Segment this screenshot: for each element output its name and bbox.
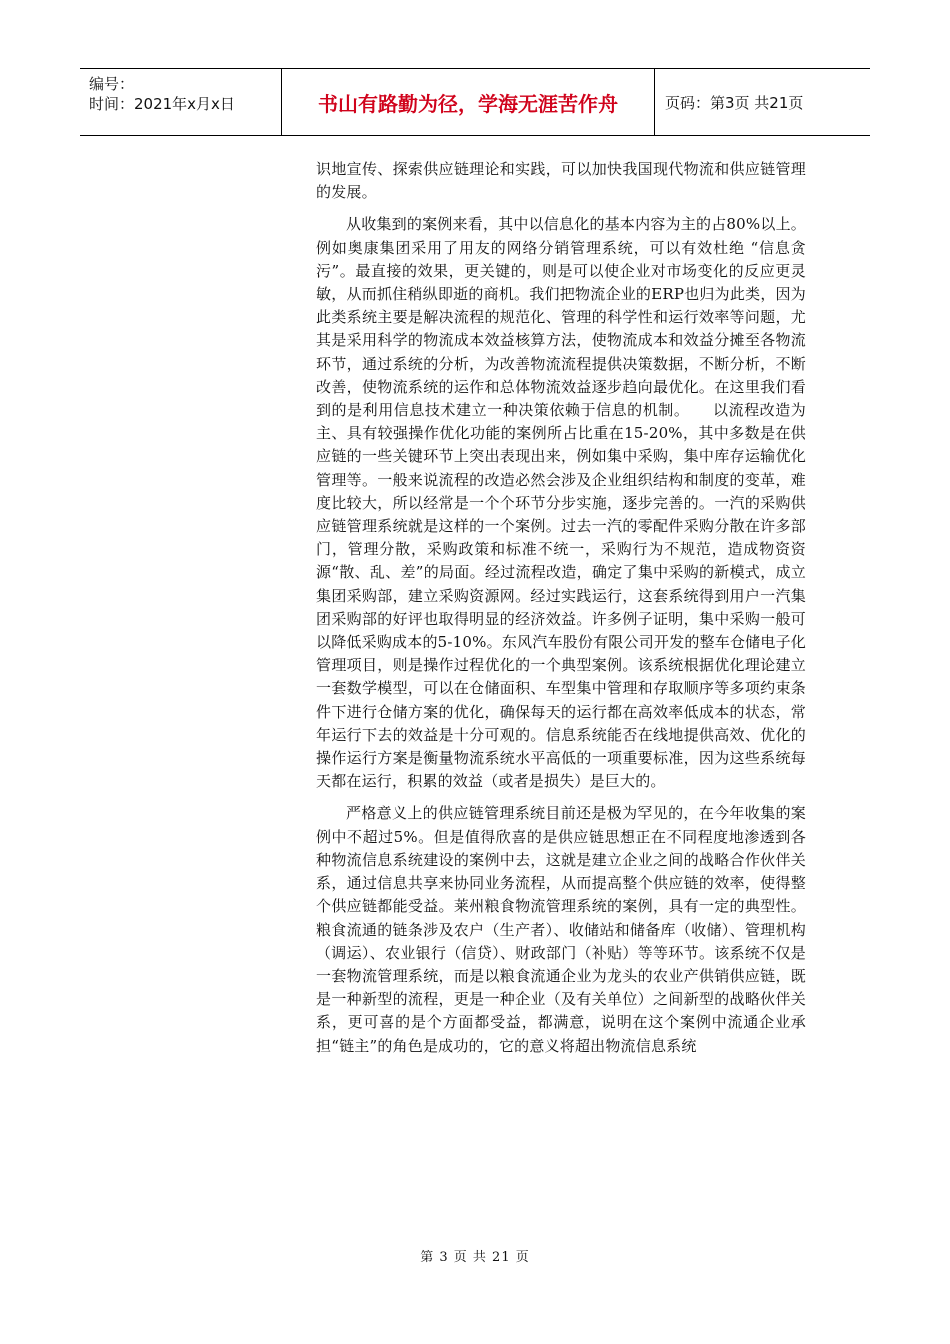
document-time-label: 时间：2021年x月x日 bbox=[89, 95, 235, 113]
document-body bbox=[316, 158, 806, 1058]
document-number-label: 编号： bbox=[89, 75, 135, 93]
header-page-info: 页码：第3页 共21页 bbox=[665, 93, 804, 112]
header-meta-cell bbox=[80, 69, 282, 135]
body-paragraph: 严格意义上的供应链管理系统目前还是极为罕见的，在今年收集的案例中不超过5%。但是值得欣喜的是供应链思想正在不同程度地渗透到各种物流信息系统建设的案例中去，这就是建立企业之间的战略合作伙伴关系，通过信息共享来协同业务流程，从而提高整个供应链的效率，使得整个供应链都能受益。莱州粮食物流管理系统的案例，具有一定的典型性。粮食流通的链条涉及农户（生产者）、收储站和储备库（收储）、管理机构（调运）、农业银行（信贷）、财政部门（补贴）等等环节。该系统不仅是一套物流管理系统，而是以粮食流通企业为龙头的农业产供销供应链，既是一种新型的流程，更是一种企业（及有关单位）之间新型的战略伙伴关系，更可喜的是个方面都受益，都满意，说明在这个案例中流通企业承担“链主”的角色是成功的，它的意义将超出物流信息系统 bbox=[316, 804, 806, 1055]
page-footer: 第 3 页 共 21 页 bbox=[420, 1250, 530, 1265]
body-paragraph: 识地宣传、探索供应链理论和实践，可以加快我国现代物流和供应链管理的发展。 bbox=[316, 160, 806, 202]
body-paragraph: 从收集到的案例来看，其中以信息化的基本内容为主的占80%以上。例如奥康集团采用了用友的网络分销管理系统，可以有效杜绝 “信息贪污”。最直接的效果，更关键的，则是可以使企业对市场变化的反应更灵敏，从而抓住稍纵即逝的商机。我们把物流企业的ERP也归为此类，因为此类系统主要是解决流程的规范化、管理的科学性和运行效率等问题，尤其是采用科学的物流成本效益核算方法，使物流成本和效益分摊至各物流环节，通过系统的分析，为改善物流流程提供决策数据，不断分析，不断改善，使物流系统的运作和总体物流效益逐步趋向最优化。在这里我们看到的是利用信息技术建立一种决策依赖于信息的机制。 以流程改造为主、具有较强操作优化功能的案例所占比重在15-20%，其中多数是在供应链的一些关键环节上突出表现出来，例如集中采购，集中库存运输优化管理等。一般来说流程的改造必然会涉及企业组织结构和制度的变革，难度比较大，所以经常是一个个环节分步实施，逐步完善的。一汽的采购供应链管理系统就是这样的一个案例。过去一汽的零配件采购分散在许多部门，管理分散，采购政策和标准不统一，采购行为不规范，造成物资资源“散、乱、差”的局面。经过流程改造，确定了集中采购的新模式，成立集团采购部，建立采购资源网。经过实践运行，这套系统得到用户一汽集团采购部的好评也取得明显的经济效益。许多例子证明，集中采购一般可以降低采购成本的5-10%。东风汽车股份有限公司开发的整车仓储电子化管理项目，则是操作过程优化的一个典型案例。该系统根据优化理论建立一套数学模型，可以在仓储面积、车型集中管理和存取顺序等多项约束条件下进行仓储方案的优化，确保每天的运行都在高效率低成本的状态，常年运行下去的效益是十分可观的。信息系统能否在线地提供高效、优化的操作运行方案是衡量物流系统水平高低的一项重要标准，因为这些系统每天都在运行，积累的效益（或者是损失）是巨大的。 bbox=[316, 215, 806, 791]
page-header bbox=[80, 68, 870, 136]
header-motto: 书山有路勤为径，学海无涯苦作舟 bbox=[282, 69, 655, 135]
